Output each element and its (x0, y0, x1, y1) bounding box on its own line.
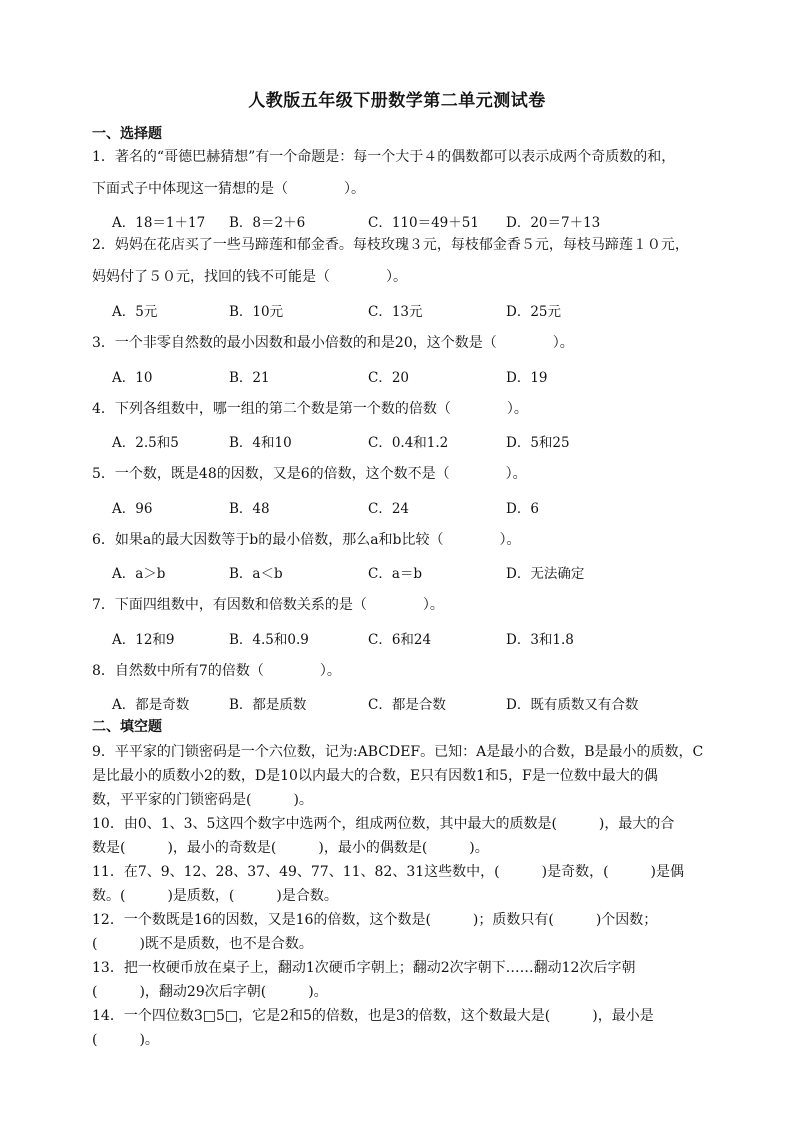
question-1-line-2: 下面式子中体现这一猜想的是（ ）。 (92, 181, 365, 197)
option-c[interactable]: C．a＝b (368, 566, 423, 582)
fill-line: 14．一个四位数3□5□，它是2和5的倍数，也是3的倍数，这个数最大是( )，最小是 (92, 1008, 654, 1024)
option-c[interactable]: C．13元 (368, 304, 423, 320)
question-7-line-1: 7．下面四组数中，有因数和倍数关系的是（ ）。 (92, 597, 444, 613)
fill-line: 12．一个数既是16的因数，又是16的倍数，这个数是( )；质数只有( )个因数； (92, 912, 658, 928)
fill-line: ( )，翻动29次后字朝( )。 (92, 984, 328, 1000)
fill-line: 数。( )是质数，( )是合数。 (92, 888, 338, 904)
option-b[interactable]: B．4和10 (229, 435, 292, 451)
option-b[interactable]: B．a＜b (229, 566, 283, 582)
question-1-options (112, 211, 712, 231)
fill-line: 数是( )，最小的奇数是( )，最小的偶数是( )。 (92, 840, 489, 856)
option-b[interactable]: B．4.5和0.9 (229, 632, 309, 648)
fill-line: ( )。 (92, 1032, 159, 1048)
option-a[interactable]: A．12和9 (112, 632, 175, 648)
fill-line: 数，平平家的门锁密码是( )。 (92, 792, 313, 808)
section-heading-fill: 二、填空题 (92, 719, 162, 735)
option-a[interactable]: A．96 (112, 501, 153, 517)
option-a[interactable]: A．都是奇数 (112, 697, 190, 713)
section-heading-choice: 一、选择题 (92, 126, 162, 142)
fill-line: 11．在7、9、12、28、37、49、77、11、82、31这些数中，( )是奇数，( )是偶 (92, 864, 684, 880)
option-d[interactable]: D．20＝7＋13 (506, 215, 601, 231)
option-d[interactable]: D．19 (506, 370, 548, 386)
fill-line: 9．平平家的门锁密码是一个六位数，记为:ABCDEF。已知：A是最小的合数，B是最小的质数，C (92, 744, 704, 760)
question-2-options (112, 300, 712, 320)
option-d[interactable]: D．3和1.8 (506, 632, 574, 648)
option-d[interactable]: D．5和25 (506, 435, 570, 451)
fill-line: 13．把一枚硬币放在桌子上，翻动1次硬币字朝上；翻动2次字朝下……翻动12次后字朝 (92, 960, 636, 976)
option-c[interactable]: C．0.4和1.2 (368, 435, 449, 451)
option-d[interactable]: D．既有质数又有合数 (506, 697, 639, 713)
option-c[interactable]: C．20 (368, 370, 410, 386)
question-7-options (112, 628, 712, 648)
option-b[interactable]: B．都是质数 (229, 697, 307, 713)
page-title: 人教版五年级下册数学第二单元测试卷 (248, 91, 546, 111)
question-6-line-1: 6．如果a的最大因数等于b的最小倍数，那么a和b比较（ ）。 (92, 532, 521, 548)
option-a[interactable]: A．5元 (112, 304, 158, 320)
question-4-options (112, 431, 712, 451)
option-c[interactable]: C．都是合数 (368, 697, 446, 713)
question-8-line-1: 8．自然数中所有7的倍数（ ）。 (92, 663, 341, 679)
option-a[interactable]: A．18＝1＋17 (112, 215, 206, 231)
option-c[interactable]: C．110＝49＋51 (368, 215, 479, 231)
question-4-line-1: 4．下列各组数中，哪一组的第二个数是第一个数的倍数（ ）。 (92, 401, 528, 417)
option-a[interactable]: A．2.5和5 (112, 435, 179, 451)
option-b[interactable]: B．21 (229, 370, 270, 386)
question-3-options (112, 366, 712, 386)
question-2-line-1: 2．妈妈在花店买了一些马蹄莲和郁金香。每枝玫瑰３元，每枝郁金香５元，每枝马蹄莲１０元， (92, 237, 689, 253)
question-8-options (112, 693, 712, 713)
option-d[interactable]: D．6 (506, 501, 539, 517)
question-1-line-1: 1．著名的“哥德巴赫猜想”有一个命题是：每一个大于４的偶数都可以表示成两个奇质数的和， (92, 149, 676, 165)
option-a[interactable]: A．a＞b (112, 566, 166, 582)
option-d[interactable]: D．无法确定 (506, 566, 585, 582)
fill-line: 是比最小的质数小2的数，D是10以内最大的合数，E只有因数1和5，F是一位数中最大的偶 (92, 768, 658, 784)
option-d[interactable]: D．25元 (506, 304, 562, 320)
fill-line: ( )既不是质数，也不是合数。 (92, 936, 313, 952)
option-a[interactable]: A．10 (112, 370, 153, 386)
option-c[interactable]: C．6和24 (368, 632, 432, 648)
option-c[interactable]: C．24 (368, 501, 410, 517)
option-b[interactable]: B．8＝2＋6 (229, 215, 306, 231)
question-6-options (112, 562, 712, 582)
option-b[interactable]: B．48 (229, 501, 270, 517)
option-b[interactable]: B．10元 (229, 304, 284, 320)
question-3-line-1: 3．一个非零自然数的最小因数和最小倍数的和是20，这个数是（ ）。 (92, 335, 574, 351)
fill-line: 10．由0、1、3、5这四个数字中选两个，组成两位数，其中最大的质数是( )，最大的合 (92, 816, 675, 832)
question-5-line-1: 5．一个数，既是48的因数，又是6的倍数，这个数不是（ ）。 (92, 466, 527, 482)
question-2-line-2: 妈妈付了５０元，找回的钱不可能是（ ）。 (92, 269, 407, 285)
question-5-options (112, 497, 712, 517)
